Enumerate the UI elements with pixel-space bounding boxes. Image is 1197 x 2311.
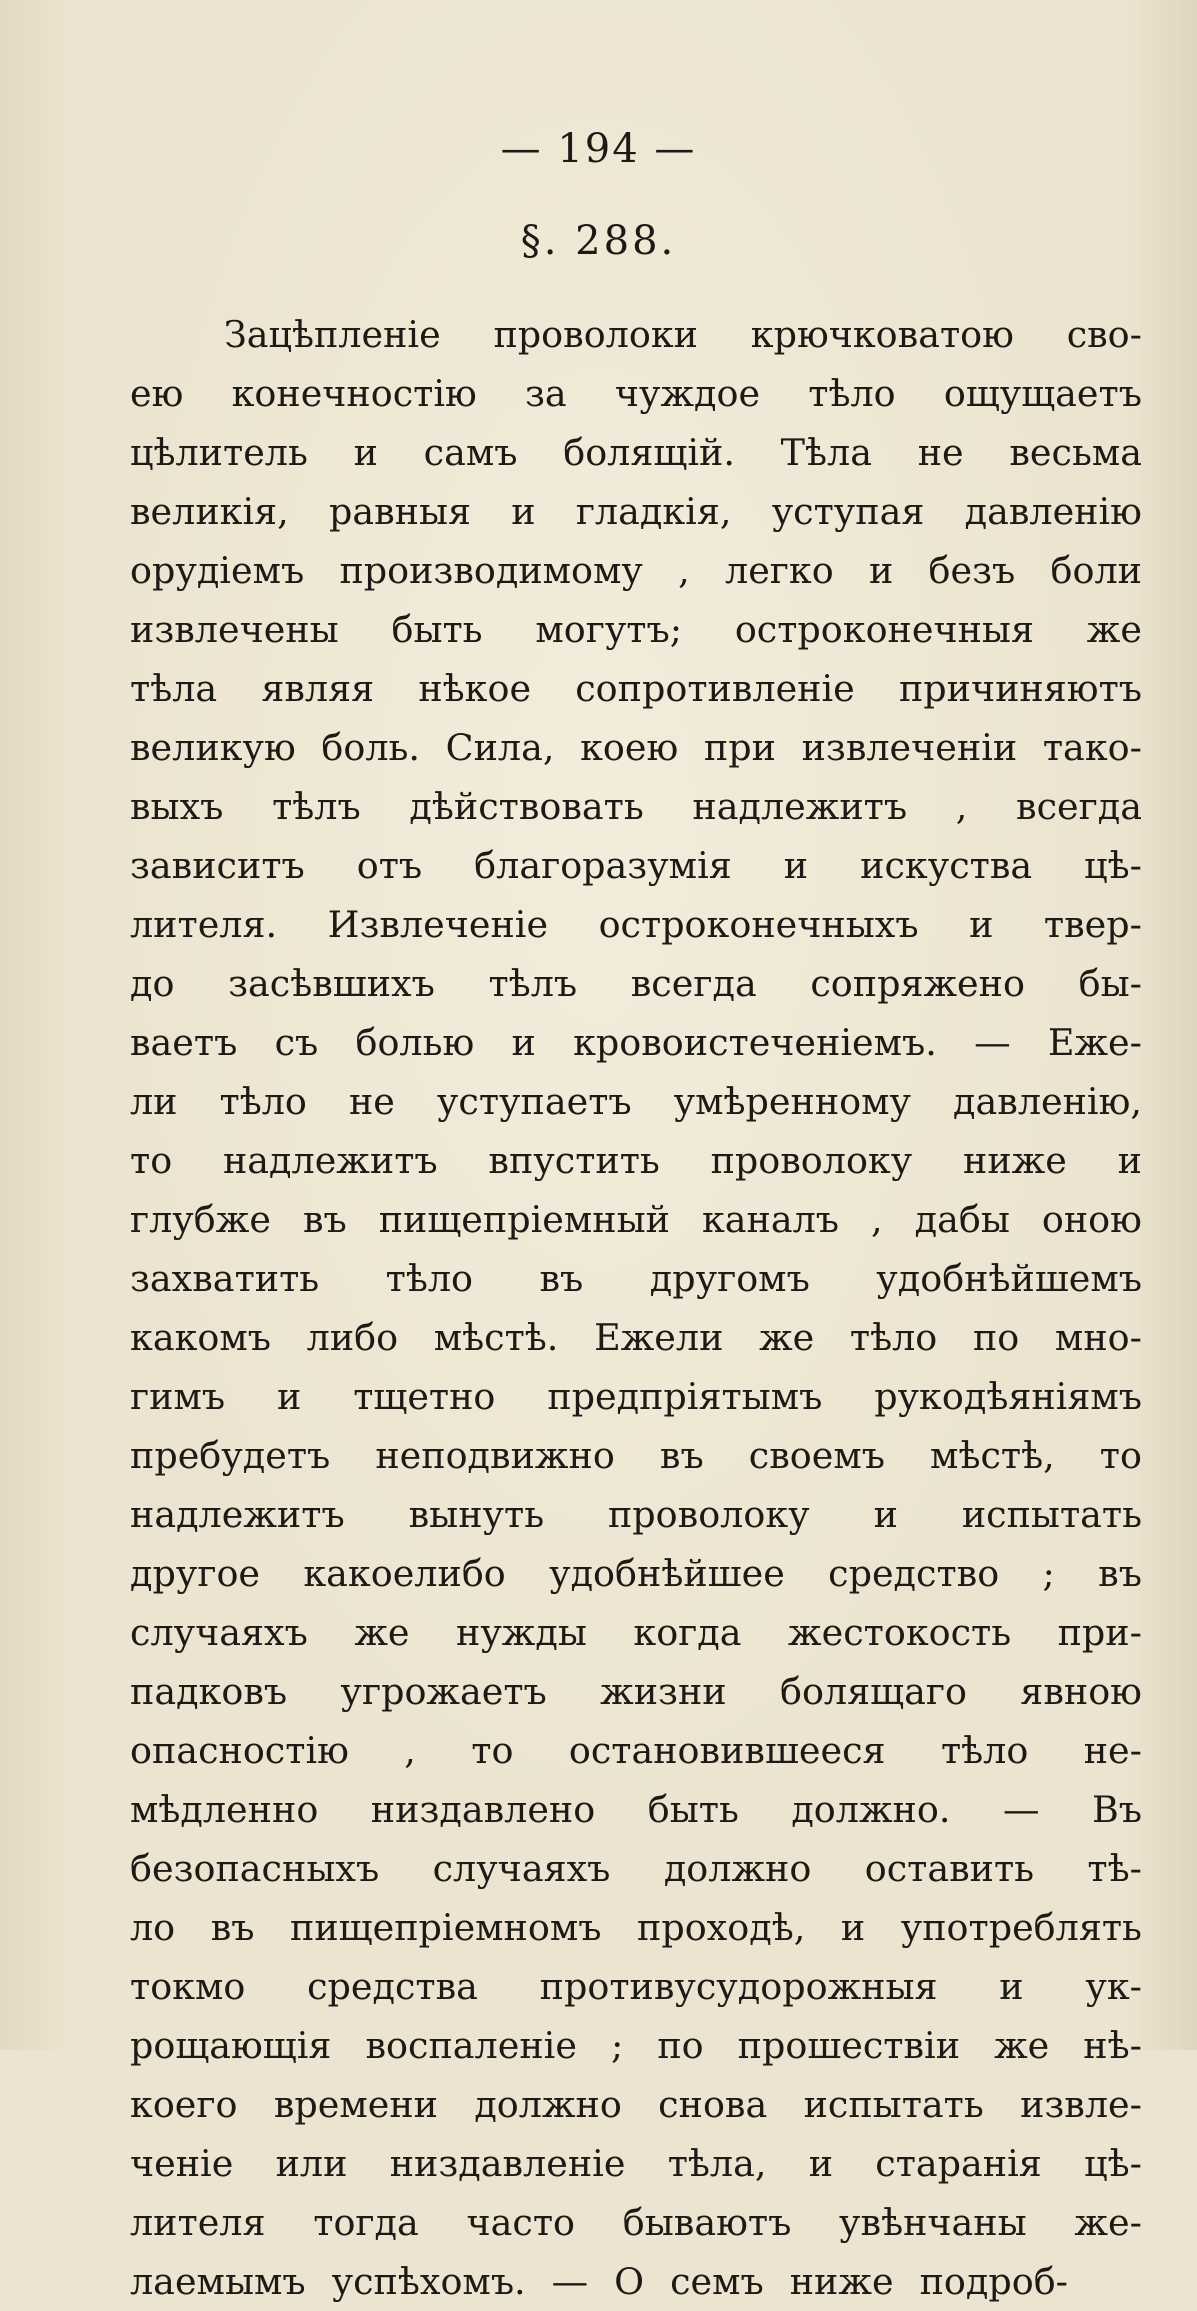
text-word: Въ — [1091, 1788, 1142, 1831]
text-word: конечностію — [231, 372, 477, 415]
text-word: и — [873, 1493, 898, 1536]
text-word: и — [999, 1965, 1024, 2008]
text-word: жизни — [600, 1670, 727, 1713]
text-word: тѣлъ — [272, 785, 361, 828]
text-word: коею — [580, 726, 679, 769]
text-word: пищепріемномъ — [290, 1906, 602, 1949]
text-word: неподвижно — [375, 1434, 615, 1477]
text-word: твер- — [1043, 903, 1142, 946]
text-word: тѣ- — [1087, 1847, 1142, 1890]
text-word: извлеченіи — [801, 726, 1018, 769]
text-word: надлежитъ — [130, 1493, 345, 1536]
text-word: другомъ — [649, 1257, 810, 1300]
text-word: бываютъ — [622, 2201, 792, 2244]
text-word: снова — [658, 2083, 768, 2126]
text-word: ченіе — [130, 2142, 234, 2185]
text-word: нѣкое — [418, 667, 532, 710]
text-word: О — [614, 2260, 645, 2303]
text-word: прошествіи — [737, 2024, 961, 2067]
text-line — [130, 659, 1142, 718]
text-line — [130, 1485, 1142, 1544]
text-word: проволоку — [607, 1493, 810, 1536]
text-word: крючковатою — [750, 313, 1014, 356]
text-line — [130, 954, 1142, 1013]
text-line — [130, 836, 1142, 895]
text-word: рукодѣяніямъ — [874, 1375, 1142, 1418]
text-line — [130, 1367, 1142, 1426]
text-word: ниже — [789, 2260, 894, 2303]
text-word: и — [511, 1021, 536, 1064]
text-word: отъ — [356, 844, 423, 887]
text-word: бы- — [1078, 962, 1142, 1005]
text-word: и — [868, 549, 894, 592]
text-word: тѣло — [849, 1316, 938, 1359]
text-word: орудіемъ — [130, 549, 305, 592]
text-word: искуства — [860, 844, 1033, 887]
text-word: дабы — [914, 1198, 1010, 1241]
text-word: мѣстѣ. — [433, 1316, 559, 1359]
text-line — [130, 364, 1142, 423]
text-line — [130, 1308, 1142, 1367]
text-line — [130, 1957, 1142, 2016]
text-word: противусудорожныя — [539, 1965, 938, 2008]
text-word: цѣ- — [1084, 844, 1142, 887]
text-word: рощающія — [130, 2024, 332, 2067]
text-word: уступая — [771, 490, 925, 533]
text-word: гимъ — [130, 1375, 226, 1418]
text-word: токмо — [130, 1965, 246, 2008]
text-word: дѣйствовать — [409, 785, 644, 828]
text-line — [130, 777, 1142, 836]
text-line — [130, 2193, 1142, 2252]
text-line — [130, 482, 1142, 541]
text-line — [130, 895, 1142, 954]
text-word: и — [783, 844, 809, 887]
text-word: зависитъ — [130, 844, 305, 887]
text-word: безопасныхъ — [130, 1847, 380, 1890]
text-word: какомъ — [130, 1316, 271, 1359]
text-word: — — [1002, 1788, 1040, 1831]
text-word: средство — [828, 1552, 1000, 1595]
text-word: сво- — [1066, 313, 1142, 356]
text-word: впустить — [488, 1139, 660, 1182]
text-word: проходѣ, — [637, 1906, 806, 1949]
text-word: по — [972, 1316, 1020, 1359]
text-line — [130, 423, 1142, 482]
text-word: и — [808, 2142, 834, 2185]
text-word: ниже — [963, 1139, 1067, 1182]
text-line — [130, 1839, 1142, 1898]
text-word: тщетно — [353, 1375, 496, 1418]
text-word: и — [276, 1375, 302, 1418]
text-word: самъ — [423, 431, 518, 474]
text-word: ощущаетъ — [943, 372, 1142, 415]
text-word: должно. — [791, 1788, 951, 1831]
text-word: захватить — [130, 1257, 320, 1300]
text-word: либо — [306, 1316, 399, 1359]
text-word: вынуть — [408, 1493, 545, 1536]
text-word: своемъ — [748, 1434, 885, 1477]
text-word: ею — [130, 372, 184, 415]
text-line — [130, 1780, 1142, 1839]
text-word: явною — [1020, 1670, 1142, 1713]
text-word: надлежитъ — [692, 785, 908, 828]
body-text — [130, 305, 1142, 2311]
text-word: остроконечныхъ — [598, 903, 919, 946]
text-word: засѣвшихъ — [228, 962, 435, 1005]
text-word: мно- — [1054, 1316, 1142, 1359]
text-line — [130, 1072, 1142, 1131]
text-word: производимому — [339, 549, 643, 592]
text-word: ук- — [1085, 1965, 1142, 2008]
text-word: чуждое — [614, 372, 761, 415]
text-word: проволоки — [493, 313, 698, 356]
text-line — [130, 1898, 1142, 1957]
text-word: въ — [659, 1434, 704, 1477]
text-word: и — [353, 431, 378, 474]
text-word: жестокость — [788, 1611, 1012, 1654]
text-word: причиняютъ — [898, 667, 1142, 710]
text-word: съ — [274, 1021, 319, 1064]
text-word: мѣдленно — [130, 1788, 319, 1831]
text-word: и — [969, 903, 994, 946]
text-word: — — [551, 2260, 589, 2303]
text-word: каналъ — [701, 1198, 840, 1241]
text-word: проволоку — [710, 1139, 913, 1182]
text-word: же- — [1074, 2201, 1142, 2244]
text-word: , — [404, 1729, 416, 1772]
text-word: должно — [663, 1847, 812, 1890]
text-line — [130, 1603, 1142, 1662]
text-word: сопряжено — [810, 962, 1025, 1005]
text-word: болью — [355, 1021, 475, 1064]
text-word: — — [974, 1021, 1011, 1064]
text-word: предпріятымъ — [547, 1375, 823, 1418]
text-word: извлечены — [130, 608, 339, 651]
text-word: и — [840, 1906, 866, 1949]
text-word: мѣстѣ, — [930, 1434, 1055, 1477]
text-word: тѣло — [808, 372, 896, 415]
text-word: когда — [633, 1611, 742, 1654]
text-word: тѣлъ — [488, 962, 578, 1005]
text-line — [130, 1426, 1142, 1485]
text-word: же — [759, 1316, 815, 1359]
text-word: цѣ- — [1084, 2142, 1142, 2185]
text-word: то — [130, 1139, 173, 1182]
text-word: лаемымъ — [130, 2260, 306, 2303]
text-word: низдавленіе — [389, 2142, 626, 2185]
text-word: при — [703, 726, 776, 769]
text-word: угрожаетъ — [340, 1670, 547, 1713]
text-word: испытать — [803, 2083, 984, 2126]
text-word: тѣло — [219, 1080, 307, 1123]
page-number: — 194 — — [500, 126, 697, 172]
text-word: ; — [1042, 1552, 1055, 1595]
text-word: выхъ — [130, 785, 224, 828]
text-word: въ — [302, 1198, 347, 1241]
section-heading: §. 288. — [520, 218, 677, 264]
text-word: другое — [130, 1552, 261, 1595]
text-word: умѣренному — [673, 1080, 911, 1123]
text-word: успѣхомъ. — [331, 2260, 526, 2303]
text-word: и — [511, 490, 536, 533]
text-line — [130, 718, 1142, 777]
text-word: благоразумія — [474, 844, 732, 887]
text-word: Извлеченіе — [327, 903, 549, 946]
text-line — [130, 2134, 1142, 2193]
text-word: безъ — [928, 549, 1016, 592]
text-word: надлежитъ — [222, 1139, 438, 1182]
text-word: въ — [210, 1906, 255, 1949]
text-word: , — [678, 549, 690, 592]
text-word: падковъ — [130, 1670, 288, 1713]
text-line — [130, 1249, 1142, 1308]
text-word: легко — [725, 549, 834, 592]
text-word: , — [871, 1198, 883, 1241]
text-word: же — [1086, 608, 1142, 651]
text-line — [130, 541, 1142, 600]
text-word: Еже- — [1047, 1021, 1142, 1064]
text-word: цѣлитель — [130, 431, 308, 474]
text-word: болящаго — [779, 1670, 967, 1713]
text-word: времени — [273, 2083, 438, 2126]
text-word: и — [1117, 1139, 1142, 1182]
text-word: тѣла, — [667, 2142, 767, 2185]
text-word: великія, — [130, 490, 289, 533]
text-line — [130, 1131, 1142, 1190]
text-word: до — [130, 962, 175, 1005]
text-word: должно — [474, 2083, 622, 2126]
text-word: тогда — [313, 2201, 419, 2244]
text-word: то — [471, 1729, 514, 1772]
text-word: всегда — [630, 962, 757, 1005]
text-word: то — [1099, 1434, 1142, 1477]
text-line — [130, 1544, 1142, 1603]
text-word: тѣло — [940, 1729, 1029, 1772]
text-word: уступаетъ — [436, 1080, 632, 1123]
text-word: болящій. — [563, 431, 735, 474]
text-word: семъ — [670, 2260, 764, 2303]
text-word: старанія — [875, 2142, 1042, 2185]
text-word: давленію, — [953, 1080, 1142, 1123]
text-word: не — [917, 431, 964, 474]
text-word: въ — [1098, 1552, 1142, 1595]
text-word: остановившееся — [568, 1729, 886, 1772]
text-line — [130, 2252, 1142, 2311]
text-word: за — [525, 372, 567, 415]
text-word: всегда — [1016, 785, 1142, 828]
text-word: оставить — [864, 1847, 1035, 1890]
text-word: по — [657, 2024, 704, 2067]
text-word: коего — [130, 2083, 238, 2126]
text-word: въ — [539, 1257, 584, 1300]
text-word: сопротивленіе — [575, 667, 855, 710]
text-word: воспаленіе — [365, 2024, 577, 2067]
text-word: боль. — [321, 726, 420, 769]
text-word: опасностію — [130, 1729, 349, 1772]
text-word: нужды — [456, 1611, 587, 1654]
text-word: ли — [130, 1080, 178, 1123]
text-word: , — [955, 785, 968, 828]
text-word: средства — [307, 1965, 478, 2008]
text-word: кровоистеченіемъ. — [573, 1021, 937, 1064]
text-word: подроб- — [919, 2260, 1069, 2303]
text-word: равныя — [328, 490, 472, 533]
text-line — [130, 2075, 1142, 2134]
text-word: гладкія, — [575, 490, 732, 533]
text-word: нѣ- — [1083, 2024, 1142, 2067]
text-word: весьма — [1009, 431, 1142, 474]
text-line — [130, 1190, 1142, 1249]
text-word: быть — [647, 1788, 739, 1831]
text-word: ; — [610, 2024, 624, 2067]
text-word: Зацѣпленіе — [224, 313, 441, 356]
text-word: при- — [1057, 1611, 1142, 1654]
text-word: давленію — [964, 490, 1142, 533]
text-line — [130, 305, 1142, 364]
text-word: случаяхъ — [432, 1847, 611, 1890]
text-line — [130, 2016, 1142, 2075]
text-line — [130, 600, 1142, 659]
text-word: Тѣла — [780, 431, 872, 474]
text-word: тѣла — [130, 667, 218, 710]
text-word: пребудетъ — [130, 1434, 331, 1477]
text-word: быть — [391, 608, 483, 651]
text-word: тако- — [1042, 726, 1142, 769]
text-word: ваетъ — [130, 1021, 238, 1064]
text-word: часто — [466, 2201, 576, 2244]
text-word: великую — [130, 726, 296, 769]
text-word: случаяхъ — [130, 1611, 308, 1654]
text-word: глубже — [130, 1198, 271, 1241]
text-word: могутъ; — [535, 608, 683, 651]
text-word: же — [994, 2024, 1050, 2067]
text-word: не — [348, 1080, 395, 1123]
text-word: извле- — [1020, 2083, 1142, 2126]
text-line — [130, 1721, 1142, 1780]
text-line — [130, 1013, 1142, 1072]
text-word: лителя. — [130, 903, 278, 946]
text-word: низдавлено — [370, 1788, 596, 1831]
text-word: лителя — [130, 2201, 266, 2244]
text-word: или — [275, 2142, 348, 2185]
text-line — [130, 1662, 1142, 1721]
text-word: Сила, — [445, 726, 555, 769]
text-word: оною — [1041, 1198, 1142, 1241]
text-word: употреблять — [900, 1906, 1142, 1949]
text-word: остроконечныя — [734, 608, 1035, 651]
text-word: удобнѣйшее — [549, 1552, 785, 1595]
text-word: тѣло — [385, 1257, 474, 1300]
text-word: ло — [130, 1906, 176, 1949]
text-word: какоелибо — [303, 1552, 506, 1595]
text-word: не- — [1083, 1729, 1142, 1772]
text-word: боли — [1050, 549, 1142, 592]
text-word: испытать — [961, 1493, 1142, 1536]
text-word: удобнѣйшемъ — [876, 1257, 1142, 1300]
text-word: увѣнчаны — [839, 2201, 1027, 2244]
text-word: являя — [261, 667, 375, 710]
text-word: пищепріемный — [378, 1198, 670, 1241]
text-word: Ежели — [594, 1316, 724, 1359]
text-word: же — [354, 1611, 410, 1654]
